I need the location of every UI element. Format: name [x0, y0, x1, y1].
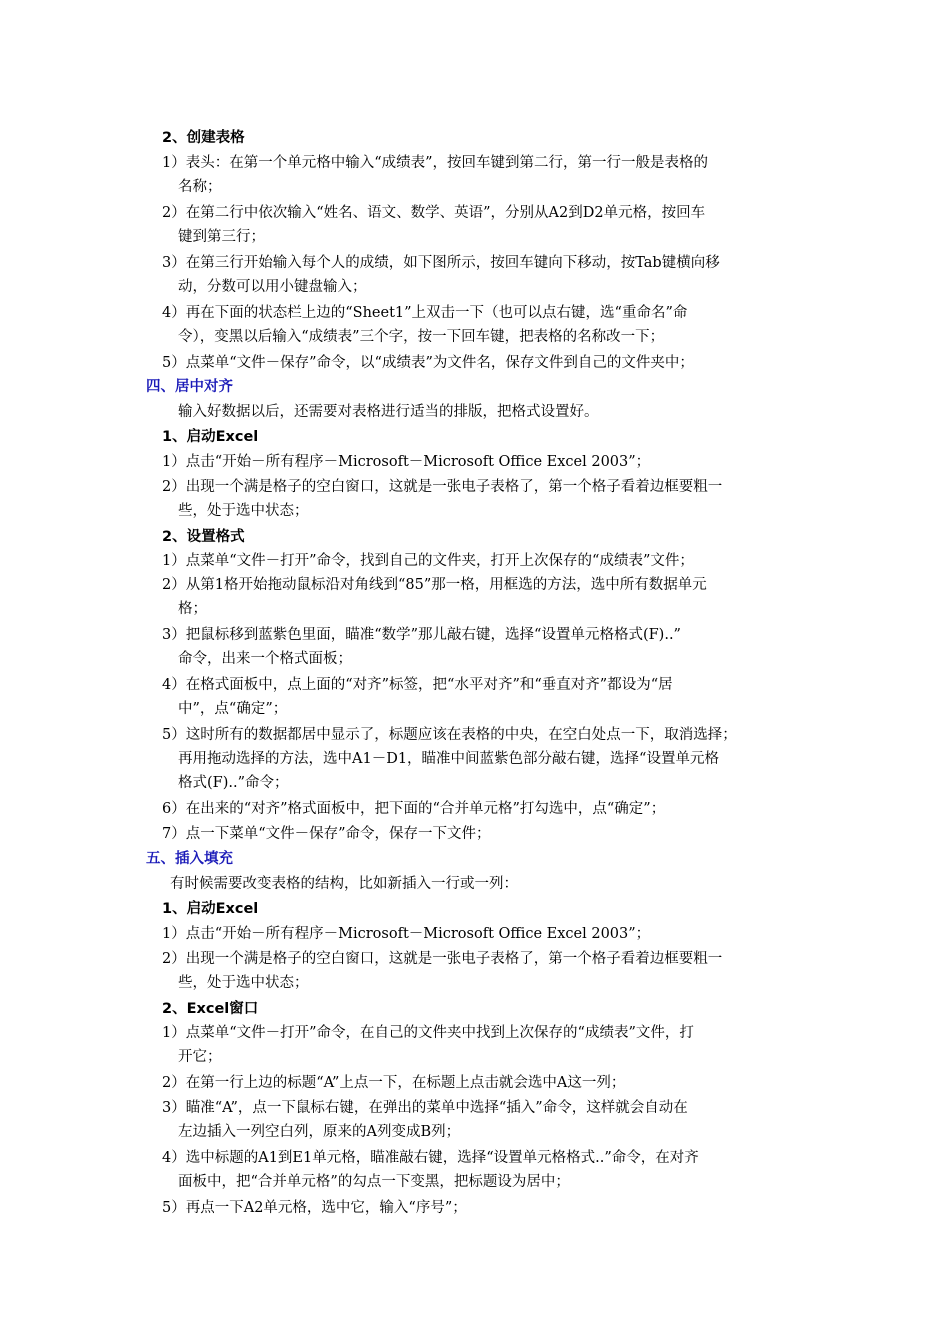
list-item: 6）在出来的“对齐”格式面板中，把下面的“合并单元格”打勾选中，点“确定”；: [162, 801, 666, 817]
subsection-heading-set-format: 2、设置格式: [162, 529, 245, 545]
subsection-heading-excel-window: 2、Excel窗口: [162, 1001, 259, 1017]
list-item: 2）在第一行上边的标题“A”上点一下，在标题上点击就会选中A这一列；: [162, 1075, 626, 1091]
list-item: 3）把鼠标移到蓝紫色里面，瞄准“数学”那儿敲右键，选择“设置单元格格式(F)..”: [162, 627, 681, 643]
list-item-continuation: 左边插入一列空白列，原来的A列变成B列；: [178, 1124, 461, 1140]
list-item-continuation: 格；: [178, 601, 207, 617]
list-item: 4）再在下面的状态栏上边的“Sheet1”上双击一下（也可以点右键，选“重命名”命: [162, 305, 688, 321]
list-item: 4）在格式面板中，点上面的“对齐”标签，把“水平对齐”和“垂直对齐”都设为“居: [162, 677, 673, 693]
list-item: 4）选中标题的A1到E1单元格，瞄准敲右键，选择“设置单元格格式..”命令，在对齐: [162, 1150, 699, 1166]
list-item: 5）点菜单“文件－保存”命令，以“成绩表”为文件名，保存文件到自己的文件夹中；: [162, 355, 694, 371]
list-item: 5）再点一下A2单元格，选中它，输入“序号”；: [162, 1200, 467, 1216]
list-item: 3）瞄准“A”，点一下鼠标右键，在弹出的菜单中选择“插入”命令，这样就会自动在: [162, 1100, 688, 1116]
list-item-continuation: 些，处于选中状态；: [178, 503, 309, 519]
list-item: 5）这时所有的数据都居中显示了，标题应该在表格的中央，在空白处点一下，取消选择；: [162, 727, 737, 743]
list-item-continuation: 些，处于选中状态；: [178, 975, 309, 991]
list-item: 7）点一下菜单“文件－保存”命令，保存一下文件；: [162, 826, 491, 842]
list-item-continuation: 键到第三行；: [178, 229, 265, 245]
list-item: 1）点击“开始－所有程序－Microsoft－Microsoft Office Excel 2003”；: [162, 454, 651, 470]
list-item: 2）出现一个满是格子的空白窗口，这就是一张电子表格了，第一个格子看着边框要粗一: [162, 951, 723, 967]
list-item-continuation: 动，分数可以用小键盘输入；: [178, 279, 367, 295]
list-item: 1）点菜单“文件－打开”命令，找到自己的文件夹，打开上次保存的“成绩表”文件；: [162, 553, 694, 569]
section-heading-center-align: 四、居中对齐: [146, 379, 233, 395]
list-item: 1）表头：在第一个单元格中输入“成绩表”，按回车键到第二行，第一行一般是表格的: [162, 155, 709, 171]
list-item-continuation: 令），变黑以后输入“成绩表”三个字，按一下回车键，把表格的名称改一下；: [178, 329, 665, 345]
list-item-continuation: 再用拖动选择的方法，选中A1－D1，瞄准中间蓝紫色部分敲右键，选择“设置单元格: [178, 751, 719, 767]
list-item: 2）从第1格开始拖动鼠标沿对角线到“85”那一格，用框选的方法，选中所有数据单元: [162, 577, 707, 593]
list-item: 2）出现一个满是格子的空白窗口，这就是一张电子表格了，第一个格子看着边框要粗一: [162, 479, 723, 495]
subsection-heading-start-excel: 1、启动Excel: [162, 429, 259, 445]
section-heading-insert-fill: 五、插入填充: [146, 851, 233, 867]
list-item-continuation: 面板中，把“合并单元格”的勾点一下变黑，把标题设为居中；: [178, 1174, 570, 1190]
list-item: 1）点击“开始－所有程序－Microsoft－Microsoft Office Excel 2003”；: [162, 926, 651, 942]
list-item: 1）点菜单“文件－打开”命令，在自己的文件夹中找到上次保存的“成绩表”文件，打: [162, 1025, 694, 1041]
list-item-continuation: 格式(F)..”命令；: [178, 775, 289, 791]
list-item-continuation: 开它；: [178, 1049, 222, 1065]
subsection-heading-create-table: 2、创建表格: [162, 130, 245, 146]
list-item: 3）在第三行开始输入每个人的成绩，如下图所示，按回车键向下移动，按Tab键横向移: [162, 255, 720, 271]
list-item-continuation: 名称；: [178, 179, 222, 195]
list-item: 2）在第二行中依次输入“姓名、语文、数学、英语”，分别从A2到D2单元格，按回车: [162, 205, 706, 221]
list-item-continuation: 中”，点“确定”；: [178, 701, 288, 717]
section-intro: 有时候需要改变表格的结构，比如新插入一行或一列：: [170, 876, 518, 892]
subsection-heading-start-excel: 1、启动Excel: [162, 901, 259, 917]
list-item-continuation: 命令，出来一个格式面板；: [178, 651, 352, 667]
section-intro: 输入好数据以后，还需要对表格进行适当的排版，把格式设置好。: [178, 404, 599, 420]
